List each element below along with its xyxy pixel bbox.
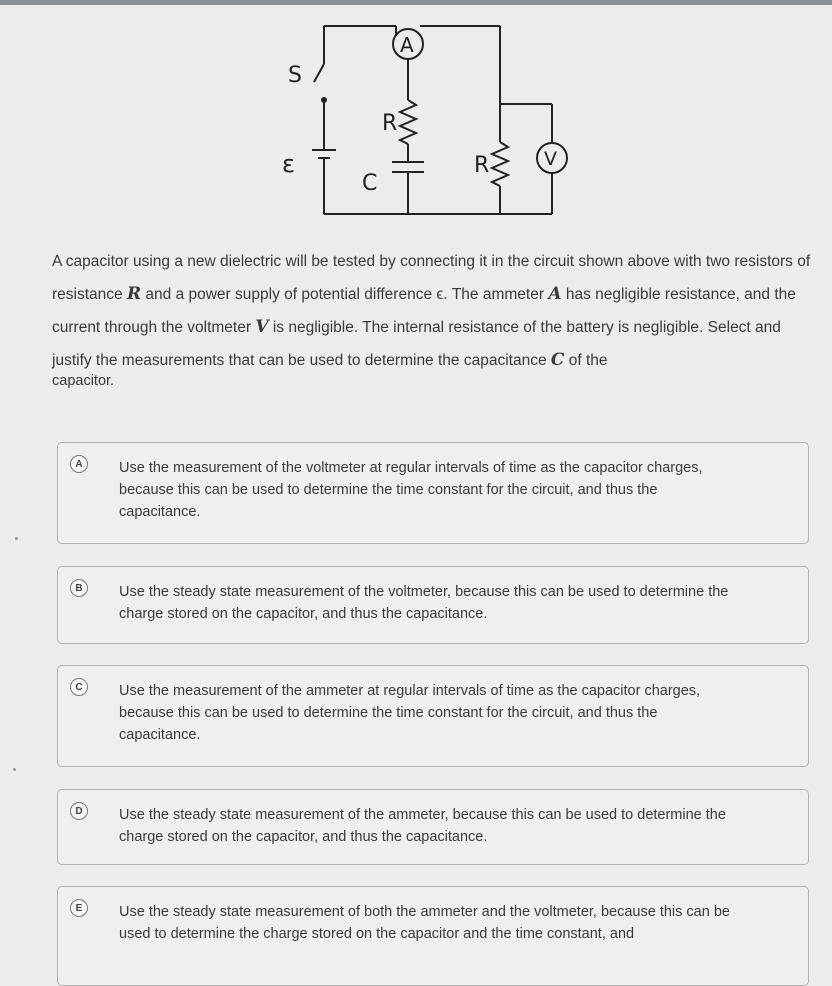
resistor-right (492, 142, 508, 186)
choice-c[interactable] (57, 665, 809, 767)
resistor-label-right: R (474, 153, 490, 178)
question-text-2: and a power supply of potential difference ϵ. The ammeter (141, 286, 549, 303)
switch-blade (314, 64, 324, 82)
choice-e[interactable] (57, 886, 809, 986)
margin-dot (13, 768, 16, 771)
choice-d[interactable] (57, 789, 809, 865)
emf-label: ε (282, 150, 295, 178)
symbol-C: C (550, 350, 565, 370)
question-text-1: A capacitor using a new dielectric will be tested by connecting it in the circuit shown above with two resistors of resistance (52, 253, 811, 303)
voltmeter-label: V (544, 148, 557, 170)
resistor-middle (400, 100, 416, 144)
question-stem (52, 246, 812, 389)
choice-a-radio[interactable]: A (70, 455, 88, 473)
choice-e-radio[interactable]: E (70, 899, 88, 917)
choice-b-radio[interactable]: B (70, 579, 88, 597)
margin-dot (15, 537, 18, 540)
question-text-3: has negligible resistance, and the current through the voltmeter (52, 286, 796, 336)
question-text-4: is negligible. The internal resistance of the battery is negligible. Select and justify the measurements that can be used to determine the capacitance (52, 319, 781, 369)
question-text-end: capacitor. (52, 373, 115, 389)
symbol-V: V (255, 317, 269, 337)
question-text-5: of the (564, 352, 608, 369)
choice-c-radio[interactable]: C (70, 678, 88, 696)
circuit-diagram (270, 22, 590, 232)
ammeter-label: A (400, 33, 414, 57)
top-edge-bar (0, 0, 832, 5)
choice-c-text: Use the measurement of the ammeter at regular intervals of time as the capacitor charges, because this can be used to determine the time constant for the circuit, and thus the capacitance. (119, 683, 701, 743)
choice-e-text: Use the steady state measurement of both the ammeter and the voltmeter, because this can be used to determine the charge stored on the capacitor and the time constant, and (119, 904, 730, 942)
switch-label: S (288, 63, 302, 88)
symbol-A: A (548, 284, 562, 304)
choice-d-text: Use the steady state measurement of the ammeter, because this can be used to determine the charge stored on the capacitor, and thus the capacitance. (119, 807, 726, 845)
symbol-R: R (126, 284, 142, 304)
choice-d-radio[interactable]: D (70, 802, 88, 820)
resistor-label-middle: R (382, 111, 398, 136)
choice-b-text: Use the steady state measurement of the voltmeter, because this can be used to determine the charge stored on the capacitor, and thus the capacitance. (119, 584, 729, 622)
choice-b[interactable] (57, 566, 809, 644)
capacitor-label: C (362, 171, 378, 196)
choice-a[interactable] (57, 442, 809, 544)
choice-a-text: Use the measurement of the voltmeter at regular intervals of time as the capacitor charges, because this can be used to determine the time constant for the circuit, and thus the capacitance. (119, 460, 703, 520)
